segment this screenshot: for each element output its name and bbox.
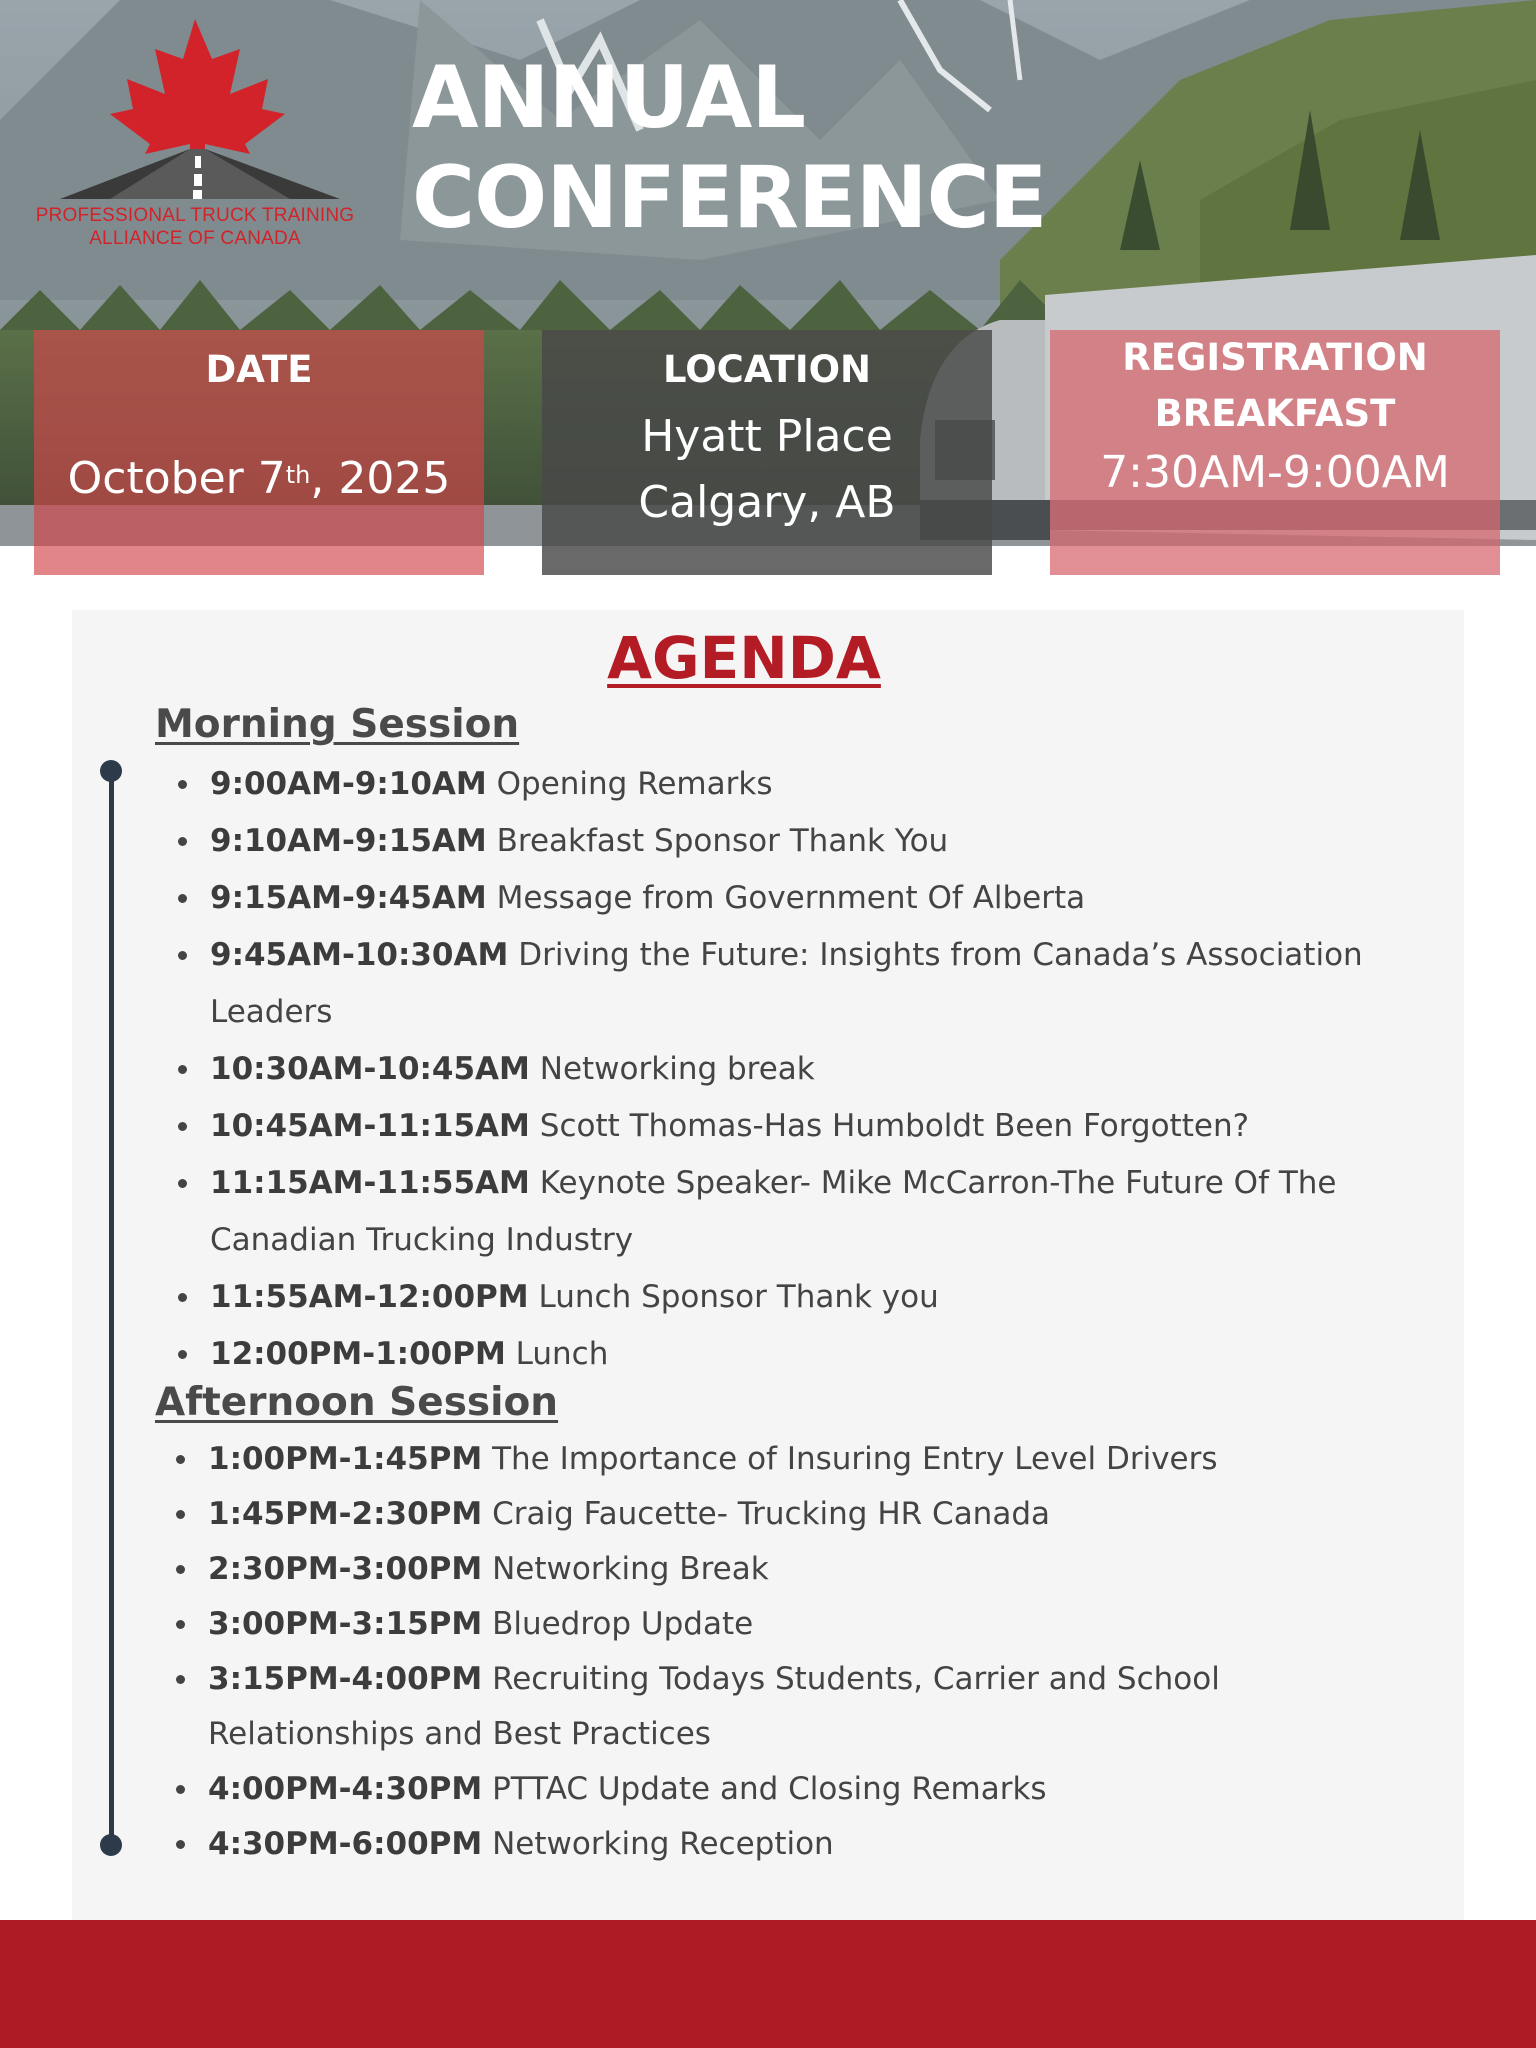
list-item xyxy=(178,1269,1418,1326)
location-value xyxy=(542,404,992,536)
morning-agenda-list xyxy=(178,756,1418,1383)
registration-label xyxy=(1050,330,1500,442)
item-desc: The Importance of Insuring Entry Level Drivers xyxy=(492,1441,1218,1477)
item-desc: Keynote Speaker- Mike McCarron-The Future Of The Canadian Trucking Industry xyxy=(210,1165,1337,1258)
item-desc: Driving the Future: Insights from Canada’s Association Leaders xyxy=(210,937,1363,1030)
date-label: DATE xyxy=(205,348,313,391)
list-item xyxy=(176,1817,1416,1872)
list-item xyxy=(178,813,1418,870)
date-box xyxy=(34,330,484,575)
date-value-sup: th xyxy=(285,461,311,489)
date-value xyxy=(34,446,484,512)
location-line1: Hyatt Place xyxy=(641,411,893,462)
item-desc: Breakfast Sponsor Thank You xyxy=(496,823,949,859)
item-time: 2:30PM-3:00PM xyxy=(208,1551,483,1587)
item-desc: Scott Thomas-Has Humboldt Been Forgotten? xyxy=(539,1108,1250,1144)
location-label: LOCATION xyxy=(662,348,872,391)
item-desc: Recruiting Todays Students, Carrier and School Relationships and Best Practices xyxy=(208,1661,1220,1752)
item-time: 4:00PM-4:30PM xyxy=(208,1771,483,1807)
date-value-main: October 7 xyxy=(67,453,286,504)
registration-value: 7:30AM-9:00AM xyxy=(1100,447,1450,498)
registration-label-line2: BREAKFAST xyxy=(1154,392,1396,435)
morning-session-title: Morning Session xyxy=(155,702,520,747)
agenda-title: AGENDA xyxy=(607,624,881,692)
item-desc: Craig Faucette- Trucking HR Canada xyxy=(492,1496,1051,1532)
item-time: 1:00PM-1:45PM xyxy=(208,1441,483,1477)
location-box xyxy=(542,330,992,575)
item-desc: PTTAC Update and Closing Remarks xyxy=(492,1771,1047,1807)
title-line1: ANNUAL xyxy=(412,48,806,148)
list-item xyxy=(178,1155,1418,1269)
logo-text-line2: ALLIANCE OF CANADA xyxy=(89,228,301,249)
item-desc: Networking Break xyxy=(492,1551,769,1587)
item-desc: Opening Remarks xyxy=(496,766,773,802)
list-item xyxy=(178,756,1418,813)
timeline-line xyxy=(109,770,114,1844)
list-item xyxy=(178,1041,1418,1098)
item-time: 4:30PM-6:00PM xyxy=(208,1826,483,1862)
timeline-dot-top xyxy=(100,760,122,782)
title-line2: CONFERENCE xyxy=(412,148,1047,248)
item-time: 9:00AM-9:10AM xyxy=(210,766,487,802)
item-desc: Bluedrop Update xyxy=(492,1606,754,1642)
item-time: 10:30AM-10:45AM xyxy=(210,1051,530,1087)
registration-label-line1: REGISTRATION xyxy=(1122,336,1428,379)
logo-text xyxy=(30,204,360,250)
list-item xyxy=(176,1542,1416,1597)
afternoon-agenda-list xyxy=(176,1432,1416,1872)
date-value-year: , 2025 xyxy=(310,453,451,504)
item-time: 3:15PM-4:00PM xyxy=(208,1661,483,1697)
list-item xyxy=(176,1432,1416,1487)
timeline-dot-bottom xyxy=(100,1834,122,1856)
item-desc: Lunch xyxy=(515,1336,609,1372)
item-desc: Lunch Sponsor Thank you xyxy=(538,1279,939,1315)
list-item xyxy=(176,1597,1416,1652)
location-line2: Calgary, AB xyxy=(638,477,896,528)
item-time: 11:15AM-11:55AM xyxy=(210,1165,530,1201)
list-item xyxy=(178,1326,1418,1383)
list-item xyxy=(176,1762,1416,1817)
list-item xyxy=(178,927,1418,1041)
item-desc: Networking break xyxy=(539,1051,815,1087)
item-time: 3:00PM-3:15PM xyxy=(208,1606,483,1642)
footer-band xyxy=(0,1920,1536,2048)
list-item xyxy=(176,1652,1416,1762)
item-time: 9:10AM-9:15AM xyxy=(210,823,487,859)
logo-text-line1: PROFESSIONAL TRUCK TRAINING xyxy=(35,205,355,226)
item-time: 12:00PM-1:00PM xyxy=(210,1336,506,1372)
item-time: 1:45PM-2:30PM xyxy=(208,1496,483,1532)
item-time: 9:15AM-9:45AM xyxy=(210,880,487,916)
afternoon-session-title: Afternoon Session xyxy=(155,1380,559,1425)
item-desc: Message from Government Of Alberta xyxy=(496,880,1086,916)
list-item xyxy=(178,870,1418,927)
list-item xyxy=(176,1487,1416,1542)
item-time: 10:45AM-11:15AM xyxy=(210,1108,530,1144)
registration-box xyxy=(1050,330,1500,575)
list-item xyxy=(178,1098,1418,1155)
item-desc: Networking Reception xyxy=(492,1826,834,1862)
item-time: 9:45AM-10:30AM xyxy=(210,937,509,973)
item-time: 11:55AM-12:00PM xyxy=(210,1279,529,1315)
page-title xyxy=(412,48,1047,248)
